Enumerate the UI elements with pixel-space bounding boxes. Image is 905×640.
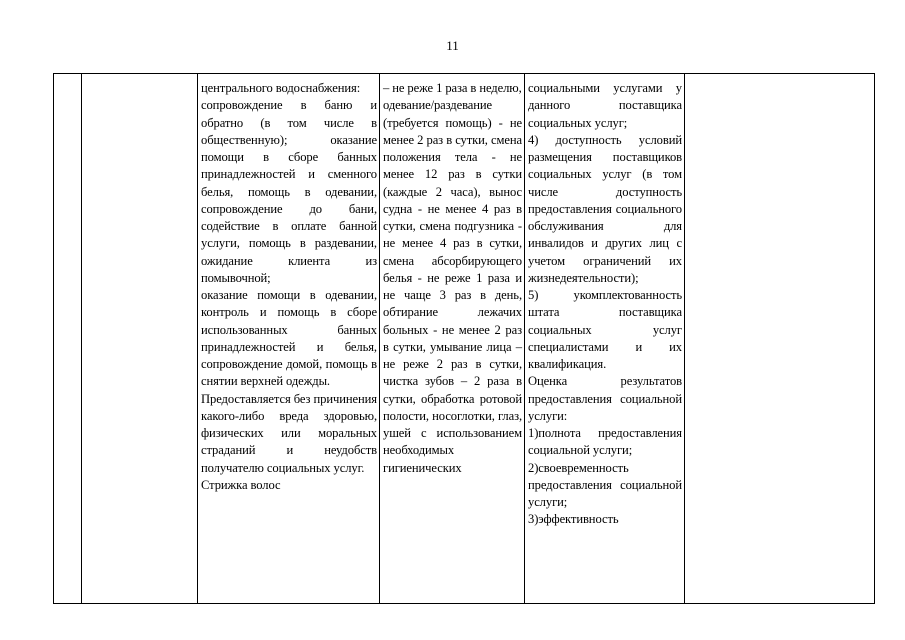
quality-indicators-text: социальными услугами у данного поставщика социальных услуг; 4) доступность условий размещения поставщиков социальных услуг (в том числе доступность предоставления социального обслуживания для инвалидов и других лиц с учетом ограничений их жизнедеятельности); 5) укомплектованность штата поставщика социальных услуг специалистами и их квалификация. Оценка результатов предоставления социальной услуги: 1)полнота предоставления социальной услуги; 2)своевременность предоставления социальной услуги; 3)эффективность [528, 81, 682, 527]
table-cell-service-name [82, 74, 198, 603]
services-table [53, 73, 875, 604]
table-cell-description [198, 74, 380, 603]
table-cell-notes [685, 74, 874, 603]
frequency-text: – не реже 1 раза в неделю, одевание/раздевание (требуется помощь) - не менее 2 раз в сутки, смена положения тела - не менее 12 раз в сутки (каждые 2 часа), вынос судна - не менее 4 раз в сутки, смена подгузника - не менее 4 раз в сутки, смена абсорбирующего белья - не реже 1 раза и не чаще 3 раз в день, обтирание лежачих больных - не менее 2 раз в сутки, умывание лица – не реже 2 раз в сутки, чистка зубов – 2 раза в сутки, обработка ротовой полости, носоглотки, глаз, ушей с использованием необходимых гигиенических [383, 81, 522, 475]
table-cell-frequency [380, 74, 525, 603]
service-description-text: центрального водоснабжения: сопровождение в баню и обратно (в том числе в общественную); оказание помощи в сборе банных принадлежностей и сменного белья, помощь в одевании, сопровождение до бани, содействие в оплате банной услуги, помощь в раздевании, ожидание клиента из помывочной; оказание помощи в одевании, контроль и помощь в сборе использованных банных принадлежностей и белья, сопровождение домой, помощь в снятии верхней одежды. Предоставляется без причинения какого-либо вреда здоровью, физических или моральных страданий и неудобств получателю социальных услуг. Стрижка волос [201, 81, 377, 492]
page-number: 11 [446, 38, 459, 53]
table-cell-number [54, 74, 82, 603]
table-cell-quality [525, 74, 685, 603]
